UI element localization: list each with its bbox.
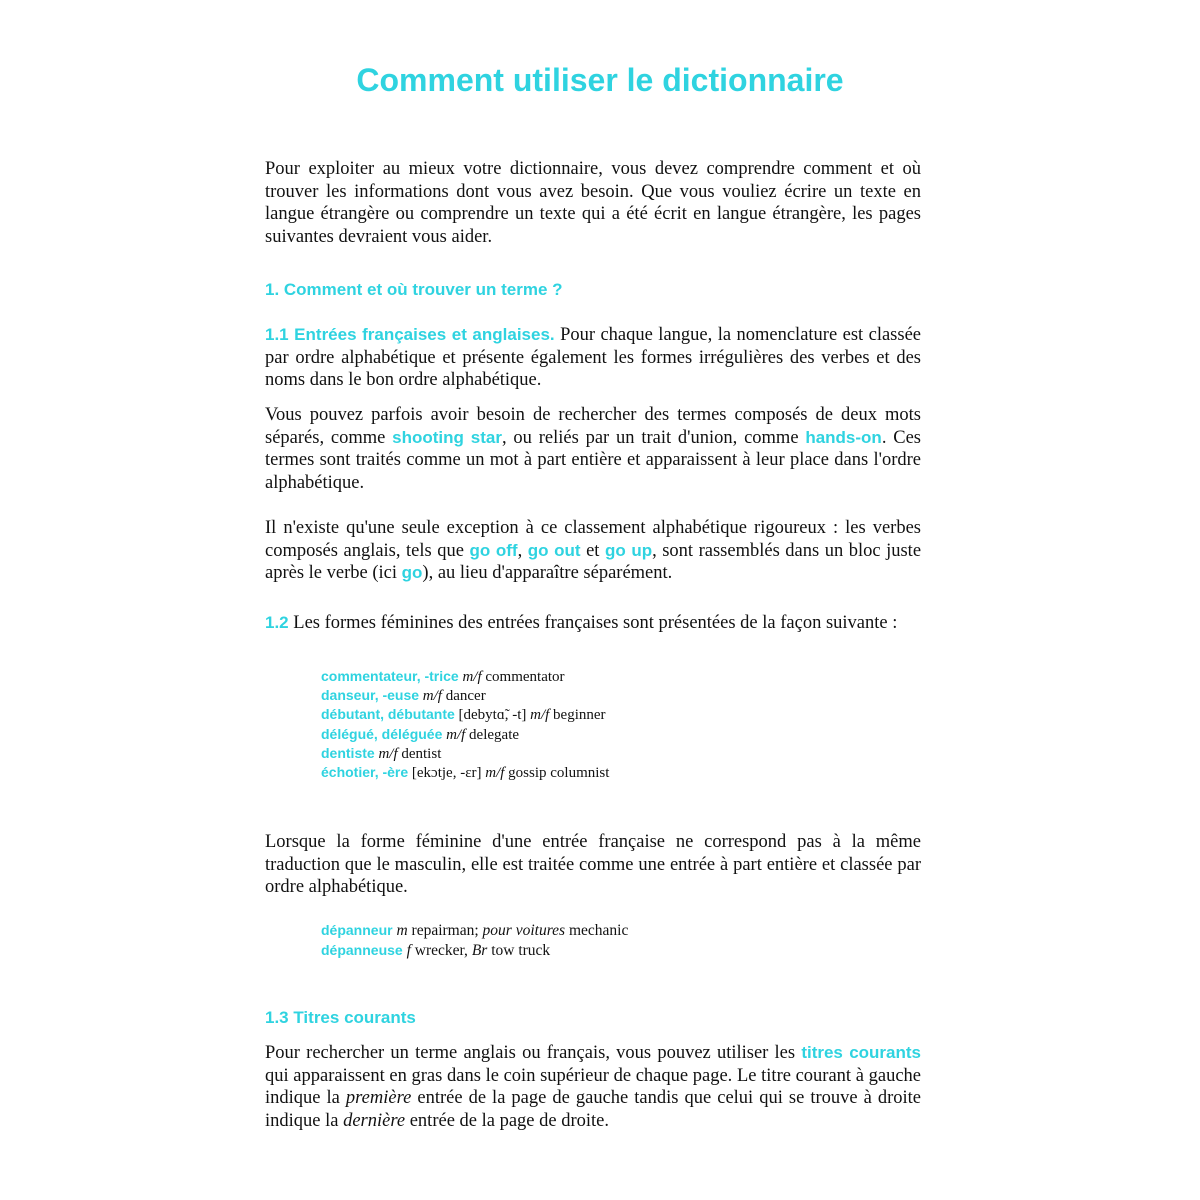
example-term: go up <box>604 540 653 560</box>
dictionary-entry: dentiste m/f dentist <box>321 744 442 762</box>
section-1-3-heading: 1.3 Titres courants <box>265 1008 416 1027</box>
highlighted-term: titres courants <box>801 1043 921 1062</box>
example-term: hands-on <box>805 427 882 447</box>
section-1-1-paragraph: 1.1 Entrées françaises et anglaises. Pour chaque langue, la nomenclature est classée par ordre alphabétique et présente également les formes irrégulières des verbes et des noms dans le bon ordre alphabétique. <box>265 325 921 391</box>
section-1-heading: 1. Comment et où trouver un terme ? <box>265 280 563 299</box>
section-1-2-number: 1.2 <box>265 613 289 632</box>
section-1-1-heading: 1.1 Entrées françaises et anglaises. <box>265 325 555 344</box>
intro-paragraph: Pour exploiter au mieux votre dictionnaire, vous devez comprendre comment et où trouver les informations dont vous avez besoin. Que vous vouliez écrire un texte en langue étrangère ou comprendre un texte qui a été écrit en langue étrangère, les pages suivantes devraient vous aider. <box>265 159 921 247</box>
example-term: go off <box>469 540 518 560</box>
dictionary-entry: délégué, déléguée m/f delegate <box>321 725 520 743</box>
dictionary-entry: dépanneuse f wrecker, Br tow truck <box>321 941 551 959</box>
compound-terms-paragraph: Vous pouvez parfois avoir besoin de rechercher des termes composés de deux mots séparés, comme shooting star, ou reliés par un trait d'union, comme hands-on. Ces termes sont traités comme un mot à part entière et apparaissent à leur place dans l'ordre alphabétique. <box>265 405 922 493</box>
separate-entry-examples <box>321 921 641 960</box>
example-term: go <box>401 563 423 583</box>
page-title: Comment utiliser le dictionnaire <box>356 62 844 98</box>
running-heads-paragraph: Pour rechercher un terme anglais ou français, vous pouvez utiliser les titres courants qui apparaissent en gras dans le coin supérieur de chaque page. Le titre courant à gauche indique la première entrée de la page de gauche tandis que celui qui se trouve à droite indique la dernière entrée de la page de droite. <box>265 1043 922 1131</box>
example-term: go out <box>527 540 581 560</box>
exception-paragraph: Il n'existe qu'une seule exception à ce classement alphabétique rigoureux : les verbes composés anglais, tels que go off, go out et go up, sont rassemblés dans un bloc juste après le verbe (ici go), au lieu d'apparaître séparément. <box>265 518 922 584</box>
feminine-examples <box>321 667 641 782</box>
dictionary-entry: échotier, -ère [ekɔtje, -ɛr] m/f gossip columnist <box>321 764 610 782</box>
dictionary-entry: dépanneur m repairman; pour voitures mechanic <box>321 922 629 939</box>
example-term: shooting star <box>392 427 502 447</box>
feminine-separate-paragraph: Lorsque la forme féminine d'une entrée française ne correspond pas à la même traduction que le masculin, elle est traitée comme une entrée à part entière et classée par ordre alphabétique. <box>265 832 921 898</box>
dictionary-entry: commentateur, -trice m/f commentator <box>321 668 565 685</box>
section-1-2-paragraph: 1.2 Les formes féminines des entrées françaises sont présentées de la façon suivante : <box>265 613 898 633</box>
dictionary-entry: danseur, -euse m/f dancer <box>321 687 486 705</box>
dictionary-entry: débutant, débutante [debytɑ̃, -t] m/f beginner <box>321 706 606 724</box>
